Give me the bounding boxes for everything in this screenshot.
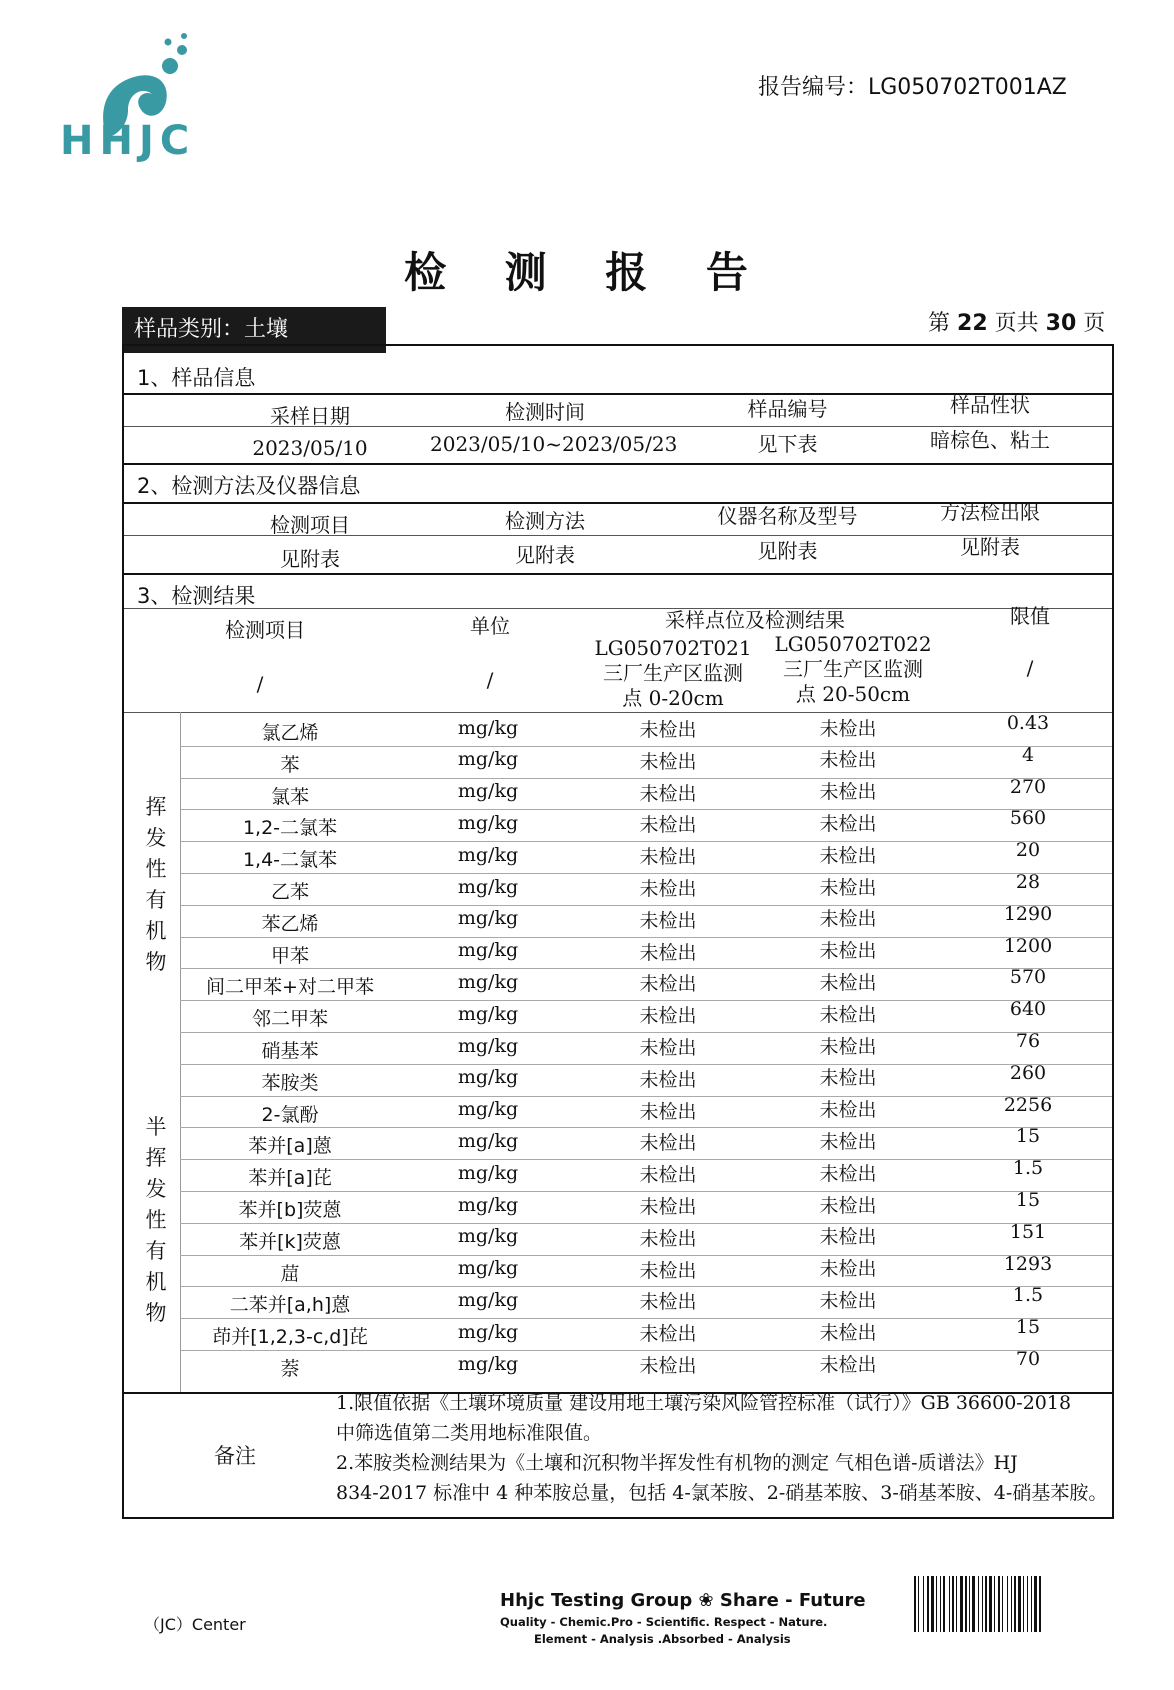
result-s1-cell: 未检出 — [639, 782, 697, 805]
result-limit-cell: 15 — [1015, 1316, 1041, 1339]
results-sub-unit: / — [486, 668, 494, 692]
result-unit-cell: mg/kg — [457, 1257, 519, 1280]
sample-point-1-id: LG050702T021 — [594, 636, 752, 660]
result-s2-cell: 未检出 — [819, 1035, 877, 1058]
page-total: 30 — [1045, 311, 1077, 336]
result-s2-cell: 未检出 — [819, 749, 877, 772]
section-sample-info-title: 1、样品信息 — [137, 366, 256, 390]
s1-header-date: 采样日期 — [270, 404, 350, 428]
result-item-cell: 苯并[b]荧蒽 — [238, 1199, 342, 1221]
result-s1-cell: 未检出 — [639, 878, 697, 900]
result-item-cell: 萘 — [280, 1358, 300, 1380]
result-item-cell: 乙苯 — [270, 881, 309, 903]
result-limit-cell: 570 — [1009, 966, 1047, 989]
result-s2-cell: 未检出 — [819, 908, 877, 931]
result-limit-cell: 1.5 — [1012, 1157, 1044, 1180]
result-s1-cell: 未检出 — [639, 1100, 697, 1123]
remark-line-3: 2.苯胺类检测结果为《土壤和沉积物半挥发性有机物的测定 气相色谱-质谱法》HJ — [336, 1452, 1018, 1474]
s1-value-sample-property: 暗棕色、粘土 — [930, 428, 1050, 452]
results-header-unit: 单位 — [470, 614, 510, 638]
result-s1-cell: 未检出 — [639, 814, 697, 837]
result-s2-cell: 未检出 — [819, 1226, 877, 1249]
results-header-item: 检测项目 — [225, 618, 305, 642]
result-unit-cell: mg/kg — [457, 1066, 519, 1089]
result-s2-cell: 未检出 — [819, 1162, 877, 1185]
result-item-cell: 䓛 — [280, 1262, 300, 1285]
result-limit-cell: 1293 — [1003, 1252, 1053, 1275]
result-limit-cell: 640 — [1009, 998, 1047, 1021]
result-item-cell: 苯并[a]芘 — [248, 1167, 332, 1190]
result-limit-cell: 76 — [1015, 1030, 1041, 1052]
result-limit-cell: 1.5 — [1012, 1284, 1044, 1307]
result-s1-cell: 未检出 — [639, 909, 697, 932]
result-limit-cell: 20 — [1015, 839, 1041, 862]
result-s1-cell: 未检出 — [639, 1068, 697, 1091]
sample-point-1-depth: 点 0-20cm — [622, 686, 724, 710]
s2-header-method: 检测方法 — [505, 509, 585, 533]
sample-point-1-desc: 三厂生产区监测 — [603, 661, 743, 685]
results-header-limit: 限值 — [1010, 604, 1050, 628]
s1-header-sample-property: 样品性状 — [950, 393, 1030, 417]
s2-value-item: 见附表 — [280, 547, 340, 571]
result-limit-cell: 2256 — [1003, 1093, 1053, 1116]
result-limit-cell: 15 — [1015, 1189, 1041, 1211]
result-item-cell: 茚并[1,2,3-c,d]芘 — [212, 1326, 368, 1349]
result-item-cell: 苯并[k]荧蒽 — [239, 1230, 341, 1253]
result-limit-cell: 1290 — [1003, 902, 1053, 925]
s2-value-method: 见附表 — [515, 543, 575, 567]
result-unit-cell: mg/kg — [457, 939, 519, 962]
result-unit-cell: mg/kg — [457, 907, 519, 930]
section-method-title: 2、检测方法及仪器信息 — [137, 474, 361, 498]
result-s1-cell: 未检出 — [639, 1164, 697, 1187]
logo-text: HHJC — [60, 118, 196, 164]
s1-value-test-time: 2023/05/10~2023/05/23 — [430, 432, 678, 456]
result-s2-cell: 未检出 — [819, 1289, 877, 1312]
footer-center-label: （JC）Center — [144, 1615, 246, 1634]
result-unit-cell: mg/kg — [457, 748, 519, 771]
result-unit-cell: mg/kg — [457, 1002, 519, 1025]
footer-company: Hhjc Testing Group ❀ Share - Future — [500, 1590, 866, 1611]
result-s2-cell: 未检出 — [819, 876, 877, 899]
result-s2-cell: 未检出 — [819, 781, 877, 804]
result-unit-cell: mg/kg — [457, 1288, 519, 1311]
sample-point-1 — [578, 636, 768, 711]
result-item-cell: 邻二甲苯 — [251, 1008, 328, 1031]
result-item-cell: 苯并[a]蒽 — [248, 1135, 332, 1158]
result-s1-cell: 未检出 — [639, 1259, 697, 1282]
s1-header-test-time: 检测时间 — [505, 400, 585, 424]
s2-value-instrument: 见附表 — [757, 539, 818, 563]
result-s2-cell: 未检出 — [819, 1130, 877, 1153]
result-limit-cell: 151 — [1009, 1220, 1047, 1243]
sample-category-label: 样品类别：土壤 — [122, 307, 386, 353]
result-item-cell: 氯苯 — [270, 785, 309, 808]
s1-value-date: 2023/05/10 — [252, 436, 368, 460]
result-unit-cell: mg/kg — [457, 1225, 519, 1248]
s2-header-instrument: 仪器名称及型号 — [717, 504, 858, 528]
result-unit-cell: mg/kg — [457, 1098, 519, 1121]
page-prefix: 第 — [928, 311, 951, 336]
s2-value-detection-limit: 见附表 — [960, 535, 1020, 559]
result-s2-cell: 未检出 — [819, 1067, 877, 1090]
result-s1-cell: 未检出 — [639, 750, 697, 773]
sample-point-2-depth: 点 20-50cm — [795, 682, 911, 706]
result-unit-cell: mg/kg — [457, 811, 519, 834]
result-limit-cell: 70 — [1015, 1348, 1041, 1370]
result-item-cell: 氯乙烯 — [261, 722, 319, 744]
result-item-cell: 间二甲苯+对二甲苯 — [206, 976, 374, 999]
result-s2-cell: 未检出 — [819, 844, 877, 867]
result-s1-cell: 未检出 — [639, 1037, 697, 1059]
s2-header-detection-limit: 方法检出限 — [940, 500, 1040, 524]
result-s1-cell: 未检出 — [639, 1005, 697, 1028]
footer-slogan-1: Quality - Chemic.Pro - Scientific. Respect - Nature. — [500, 1615, 828, 1629]
result-s1-cell: 未检出 — [639, 846, 697, 869]
document-title: 检 测 报 告 — [404, 248, 770, 297]
sample-point-2-desc: 三厂生产区监测 — [783, 657, 923, 681]
result-limit-cell: 560 — [1009, 807, 1047, 830]
result-unit-cell: mg/kg — [457, 843, 519, 866]
result-unit-cell: mg/kg — [457, 1352, 519, 1375]
result-unit-cell: mg/kg — [457, 1034, 519, 1057]
remark-line-1: 1.限值依据《土壤环境质量 建设用地土壤污染风险管控标准（试行）》GB 36600-2018 — [336, 1392, 1072, 1414]
result-item-cell: 硝基苯 — [261, 1040, 319, 1062]
result-s2-cell: 未检出 — [819, 971, 877, 994]
result-s2-cell: 未检出 — [819, 1194, 877, 1217]
result-s2-cell: 未检出 — [819, 1321, 877, 1344]
s1-value-sample-id: 见下表 — [757, 432, 818, 456]
result-limit-cell: 28 — [1015, 871, 1041, 893]
result-s1-cell: 未检出 — [639, 1355, 697, 1377]
result-limit-cell: 0.43 — [1006, 712, 1050, 734]
result-limit-cell: 4 — [1021, 743, 1035, 766]
result-s2-cell: 未检出 — [819, 940, 877, 963]
result-s1-cell: 未检出 — [639, 941, 697, 964]
result-item-cell: 1,2-二氯苯 — [242, 817, 338, 840]
result-unit-cell: mg/kg — [457, 780, 519, 803]
results-sub-limit: / — [1026, 656, 1034, 680]
result-s1-cell: 未检出 — [639, 1323, 697, 1346]
result-s2-cell: 未检出 — [819, 812, 877, 835]
page-suffix: 页 — [1083, 311, 1106, 336]
result-item-cell: 甲苯 — [270, 944, 309, 967]
result-item-cell: 二苯并[a,h]蒽 — [229, 1294, 351, 1317]
result-s2-cell: 未检出 — [819, 1003, 877, 1026]
group-volatile-organics: 挥发性有机物 — [145, 795, 167, 974]
result-limit-cell: 270 — [1009, 775, 1047, 798]
results-header-sampling: 采样点位及检测结果 — [665, 608, 845, 632]
footer-slogan-2: Element - Analysis .Absorbed - Analysis — [534, 1632, 791, 1646]
remark-line-4: 834-2017 标准中 4 种苯胺总量，包括 4-氯苯胺、2-硝基苯胺、3-硝基苯胺、4-硝基苯胺。 — [336, 1482, 1108, 1504]
result-s1-cell: 未检出 — [639, 1227, 697, 1250]
result-item-cell: 苯胺类 — [261, 1071, 319, 1094]
result-unit-cell: mg/kg — [457, 875, 519, 898]
result-limit-cell: 260 — [1009, 1061, 1047, 1084]
result-unit-cell: mg/kg — [457, 1320, 519, 1343]
result-item-cell: 苯 — [280, 753, 300, 776]
result-item-cell: 苯乙烯 — [261, 912, 319, 935]
result-limit-cell: 1200 — [1003, 934, 1053, 957]
result-item-cell: 1,4-二氯苯 — [242, 849, 338, 872]
barcode-icon — [912, 1576, 1106, 1632]
result-s2-cell: 未检出 — [819, 1099, 877, 1122]
section-results-title: 3、检测结果 — [137, 584, 256, 608]
result-unit-cell: mg/kg — [457, 970, 519, 993]
result-s2-cell: 未检出 — [819, 1258, 877, 1281]
result-unit-cell: mg/kg — [457, 1161, 519, 1184]
report-number: 报告编号：LG050702T001AZ — [758, 75, 1067, 100]
result-limit-cell: 15 — [1015, 1125, 1041, 1148]
result-s1-cell: 未检出 — [639, 973, 697, 996]
group-semivolatile-organics: 半挥发性有机物 — [145, 1115, 167, 1325]
result-s1-cell: 未检出 — [639, 1291, 697, 1314]
result-unit-cell: mg/kg — [457, 716, 519, 739]
result-s1-cell: 未检出 — [639, 719, 697, 741]
sample-point-2-id: LG050702T022 — [774, 632, 932, 656]
remarks-label: 备注 — [214, 1444, 256, 1468]
result-s2-cell: 未检出 — [819, 1353, 877, 1376]
result-item-cell: 2-氯酚 — [261, 1103, 319, 1126]
result-s1-cell: 未检出 — [639, 1196, 697, 1218]
s1-header-sample-id: 样品编号 — [747, 397, 828, 421]
result-unit-cell: mg/kg — [457, 1129, 519, 1152]
result-s1-cell: 未检出 — [639, 1132, 697, 1155]
page-indicator — [928, 306, 1105, 337]
sample-point-2 — [758, 632, 948, 707]
result-unit-cell: mg/kg — [457, 1193, 519, 1216]
remark-line-2: 中筛选值第二类用地标准限值。 — [336, 1422, 603, 1444]
page-mid: 页共 — [994, 311, 1039, 336]
s2-header-item: 检测项目 — [270, 513, 350, 537]
results-sub-item: / — [256, 672, 264, 696]
result-s2-cell: 未检出 — [819, 717, 877, 740]
page-current: 22 — [957, 311, 988, 336]
